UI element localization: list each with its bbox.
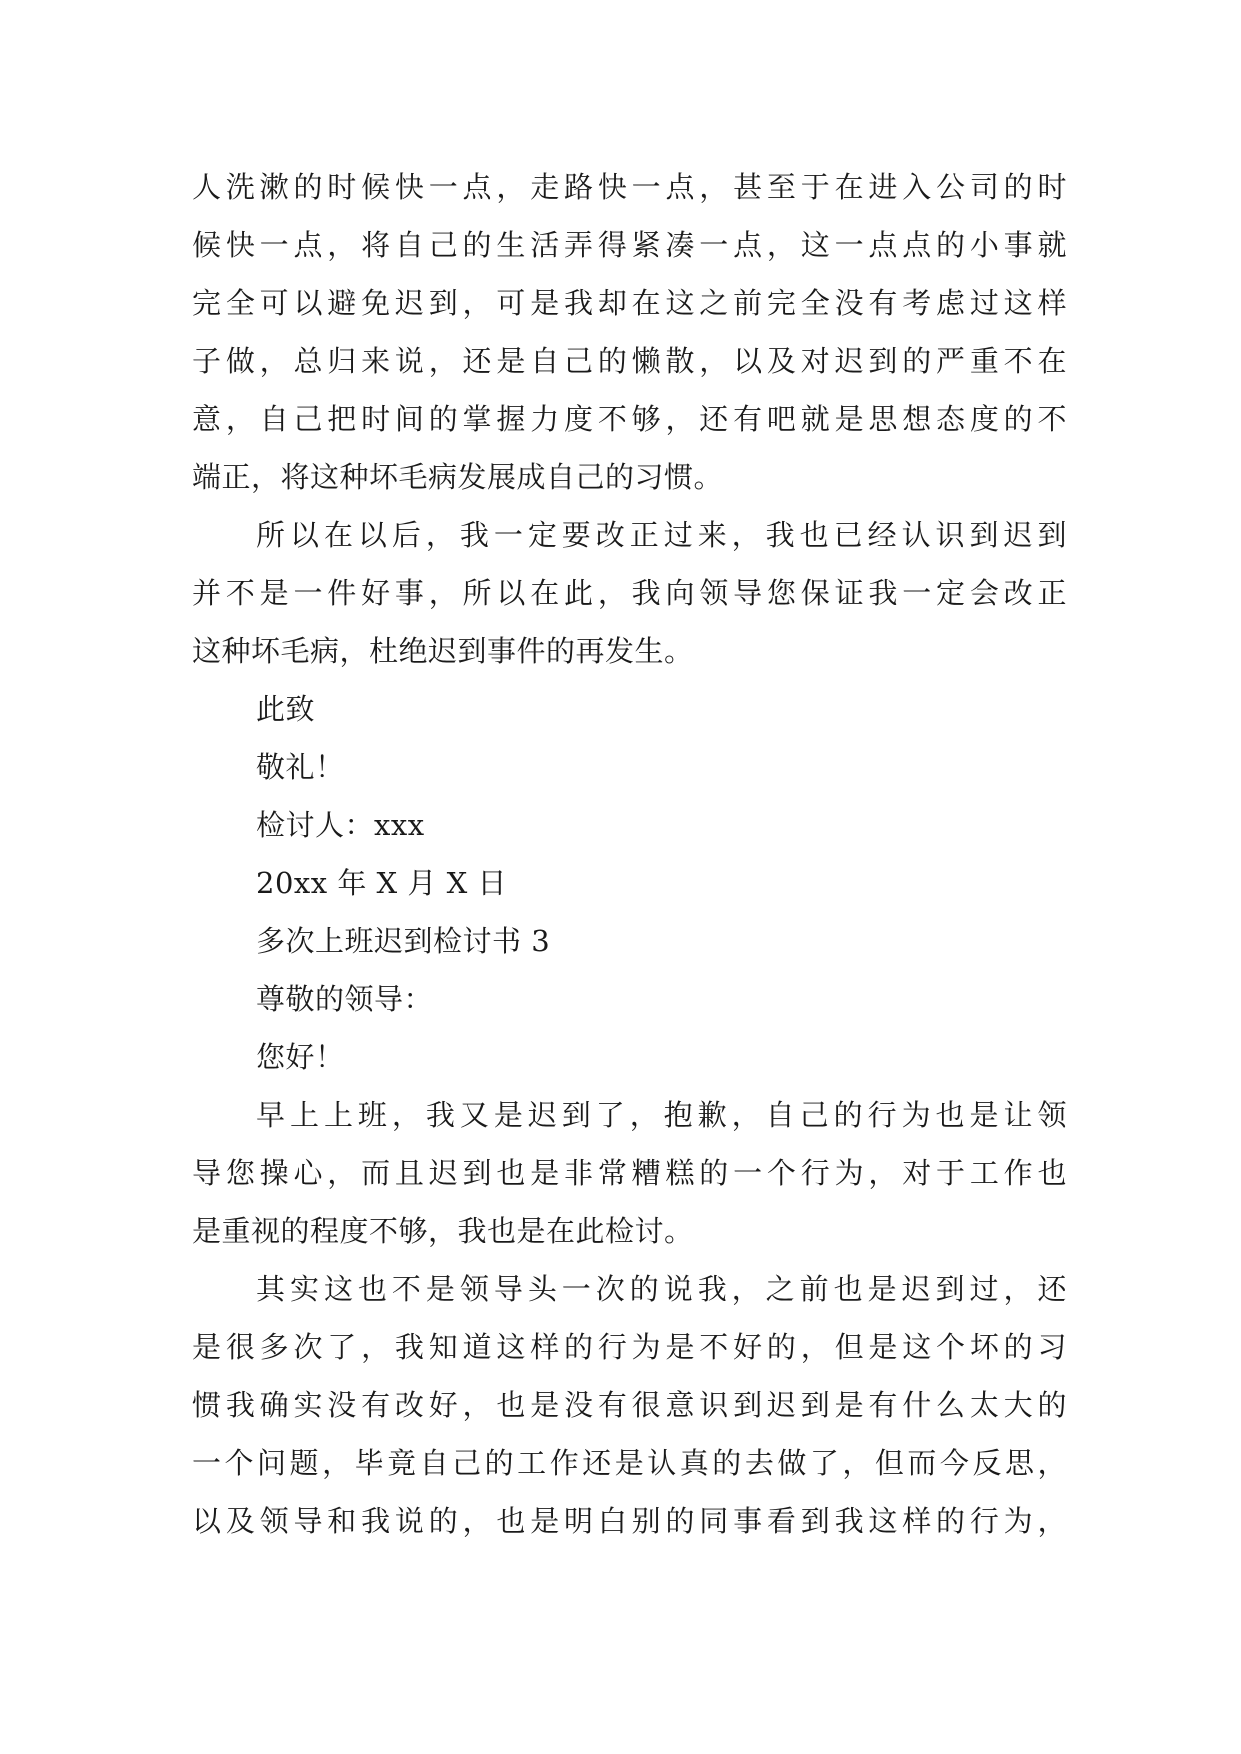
- text-line: 惯我确实没有改好，也是没有很意识到迟到是有什么太大的: [192, 1388, 1067, 1422]
- text-line: 并不是一件好事，所以在此，我向领导您保证我一定会改正: [192, 576, 1067, 610]
- text-line: 完全可以避免迟到，可是我却在这之前完全没有考虑过这样: [192, 286, 1067, 320]
- document-body: [192, 158, 1067, 1550]
- text-line: 其实这也不是领导头一次的说我，之前也是迟到过，还: [256, 1272, 1067, 1306]
- text-line: 一个问题，毕竟自己的工作还是认真的去做了，但而今反思，: [192, 1446, 1067, 1480]
- text-line: 20xx 年 X 月 X 日: [256, 866, 507, 900]
- text-line: 您好！: [256, 1040, 345, 1074]
- text-line: 导您操心，而且迟到也是非常糟糕的一个行为，对于工作也: [192, 1156, 1067, 1190]
- text-line: 意，自己把时间的掌握力度不够，还有吧就是思想态度的不: [192, 402, 1067, 436]
- text-line: 端正，将这种坏毛病发展成自己的习惯。: [192, 460, 724, 494]
- text-line: 候快一点，将自己的生活弄得紧凑一点，这一点点的小事就: [192, 228, 1067, 262]
- text-line: 是重视的程度不够，我也是在此检讨。: [192, 1214, 694, 1248]
- text-line: 此致: [256, 692, 316, 726]
- text-line: 是很多次了，我知道这样的行为是不好的，但是这个坏的习: [192, 1330, 1067, 1364]
- text-line: 多次上班迟到检讨书 3: [256, 924, 551, 958]
- text-line: 以及领导和我说的，也是明白别的同事看到我这样的行为，: [192, 1504, 1067, 1538]
- text-line: 检讨人：xxx: [256, 808, 425, 842]
- text-line: 敬礼！: [256, 750, 345, 784]
- text-line: 这种坏毛病，杜绝迟到事件的再发生。: [192, 634, 694, 668]
- text-line: 人洗漱的时候快一点，走路快一点，甚至于在进入公司的时: [192, 170, 1067, 204]
- text-line: 所以在以后，我一定要改正过来，我也已经认识到迟到: [256, 518, 1067, 552]
- text-line: 子做，总归来说，还是自己的懒散，以及对迟到的严重不在: [192, 344, 1067, 378]
- text-line: 尊敬的领导：: [256, 982, 434, 1016]
- text-line: 早上上班，我又是迟到了，抱歉，自己的行为也是让领: [256, 1098, 1067, 1132]
